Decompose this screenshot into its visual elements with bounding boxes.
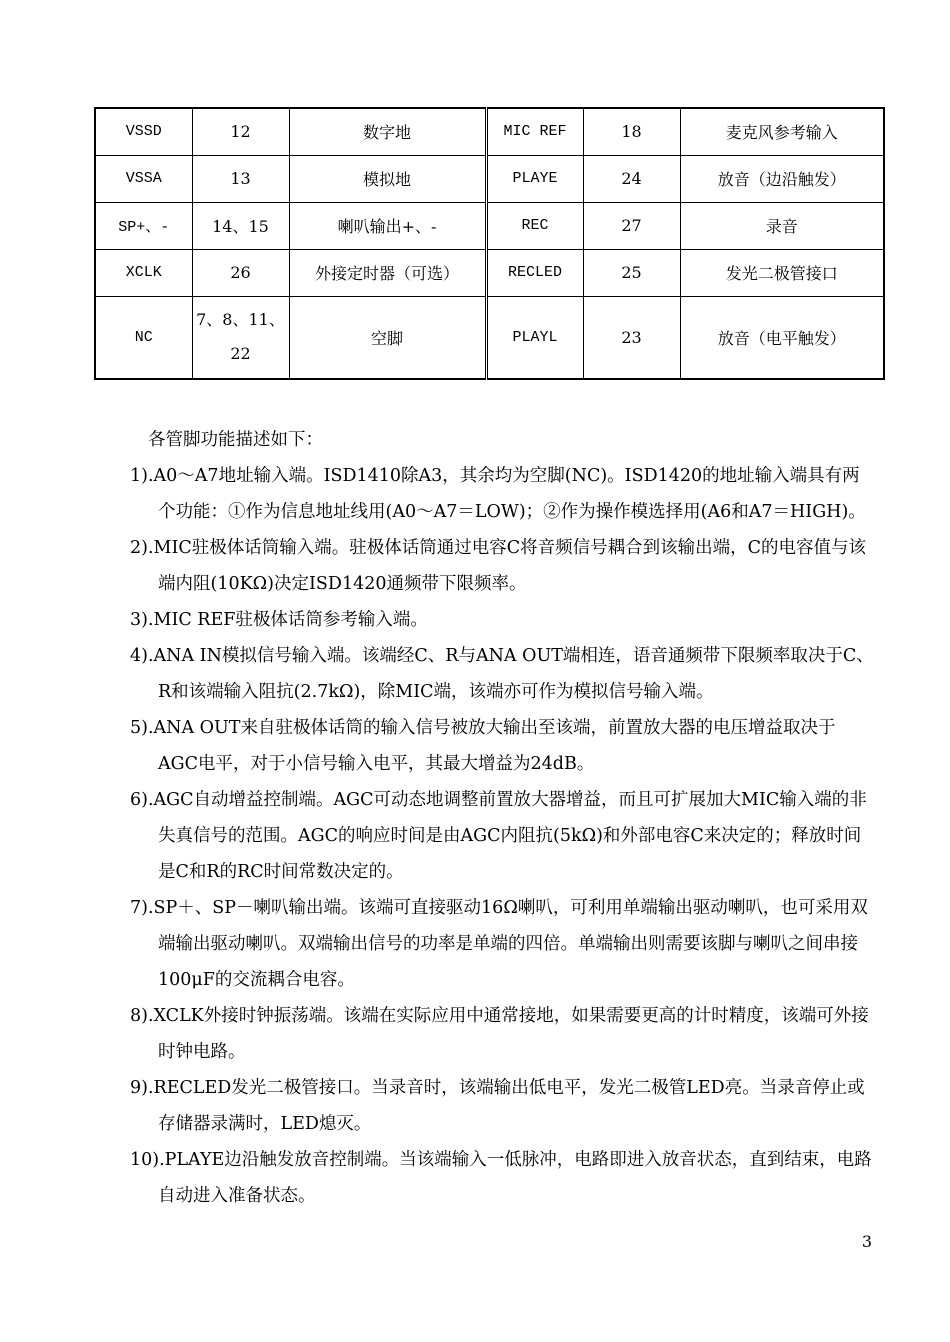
pin-number: 13	[192, 155, 289, 202]
list-item: 6).AGC自动增益控制端。AGC可动态地调整前置放大器增益，而且可扩展加大MIC输入端的非失真信号的范围。AGC的响应时间是由AGC内阻抗(5kΩ)和外部电容C来决定的；释放时间是C和R的RC时间常数决定的。	[130, 790, 867, 882]
table-row	[95, 155, 884, 202]
pin-number: 18	[583, 108, 680, 155]
pin-name: MIC REF	[486, 108, 583, 155]
table-row	[95, 249, 884, 296]
pin-number-line: 7、8、11、	[196, 310, 285, 330]
pin-name: VSSA	[95, 155, 192, 202]
table-row	[95, 202, 884, 249]
pin-description: 模拟地	[289, 155, 486, 202]
list-item: 9).RECLED发光二极管接口。当录音时，该端输出低电平，发光二极管LED亮。当录音停止或存储器录满时，LED熄灭。	[130, 1078, 865, 1134]
list-item: 3).MIC REF驻极体话筒参考输入端。	[130, 610, 428, 630]
pin-description: 麦克风参考输入	[680, 108, 884, 155]
pin-function-table	[94, 107, 885, 380]
pin-name: VSSD	[95, 108, 192, 155]
table-row	[95, 108, 884, 155]
pin-description: 放音（边沿触发）	[680, 155, 884, 202]
pin-number: 23	[583, 296, 680, 379]
pin-name: SP+、-	[95, 202, 192, 249]
list-item: 7).SP＋、SP－喇叭输出端。该端可直接驱动16Ω喇叭，可利用单端输出驱动喇叭，也可采用双端输出驱动喇叭。双端输出信号的功率是单端的四倍。单端输出则需要该脚与喇叭之间串接100μF的交流耦合电容。	[130, 898, 868, 990]
pin-description: 喇叭输出+、-	[289, 202, 486, 249]
pin-number: 12	[192, 108, 289, 155]
pin-number: 26	[192, 249, 289, 296]
pin-description: 录音	[680, 202, 884, 249]
pin-name: XCLK	[95, 249, 192, 296]
list-item: 2).MIC驻极体话筒输入端。驻极体话筒通过电容C将音频信号耦合到该输出端，C的电容值与该端内阻(10KΩ)决定ISD1420通频带下限频率。	[130, 538, 867, 594]
list-item: 5).ANA OUT来自驻极体话筒的输入信号被放大输出至该端，前置放大器的电压增益取决于AGC电平，对于小信号输入电平，其最大增益为24dB。	[130, 718, 836, 774]
pin-number: 27	[583, 202, 680, 249]
list-item: 8).XCLK外接时钟振荡端。该端在实际应用中通常接地，如果需要更高的计时精度，该端可外接时钟电路。	[130, 1006, 869, 1062]
table-row	[95, 296, 884, 379]
pin-name: PLAYE	[486, 155, 583, 202]
pin-number	[192, 296, 289, 379]
list-item: 10).PLAYE边沿触发放音控制端。当该端输入一低脉冲，电路即进入放音状态，直到结束，电路自动进入准备状态。	[130, 1150, 872, 1206]
list-item: 4).ANA IN模拟信号输入端。该端经C、R与ANA OUT端相连，语音通频带下限频率取决于C、R和该端输入阻抗(2.7kΩ)，除MIC端，该端亦可作为模拟信号输入端。	[130, 646, 874, 702]
pin-name: NC	[95, 296, 192, 379]
pin-name: RECLED	[486, 249, 583, 296]
list-item: 1).A0～A7地址输入端。ISD1410除A3，其余均为空脚(NC)。ISD1420的地址输入端具有两个功能：①作为信息地址线用(A0～A7＝LOW)；②作为操作模选择用(A6和A7＝HIGH)。	[130, 466, 866, 522]
pin-description: 发光二极管接口	[680, 249, 884, 296]
pin-description: 空脚	[289, 296, 486, 379]
pin-description-section	[130, 422, 875, 1214]
pin-number: 25	[583, 249, 680, 296]
pin-description: 数字地	[289, 108, 486, 155]
pin-number-line: 22	[230, 344, 251, 364]
pin-name: PLAYL	[486, 296, 583, 379]
pin-number: 14、15	[192, 202, 289, 249]
page-number: 3	[861, 1232, 872, 1251]
pin-name: REC	[486, 202, 583, 249]
pin-number: 24	[583, 155, 680, 202]
pin-description: 外接定时器（可选）	[289, 249, 486, 296]
pin-description: 放音（电平触发）	[680, 296, 884, 379]
intro-text: 各管脚功能描述如下：	[148, 430, 323, 450]
